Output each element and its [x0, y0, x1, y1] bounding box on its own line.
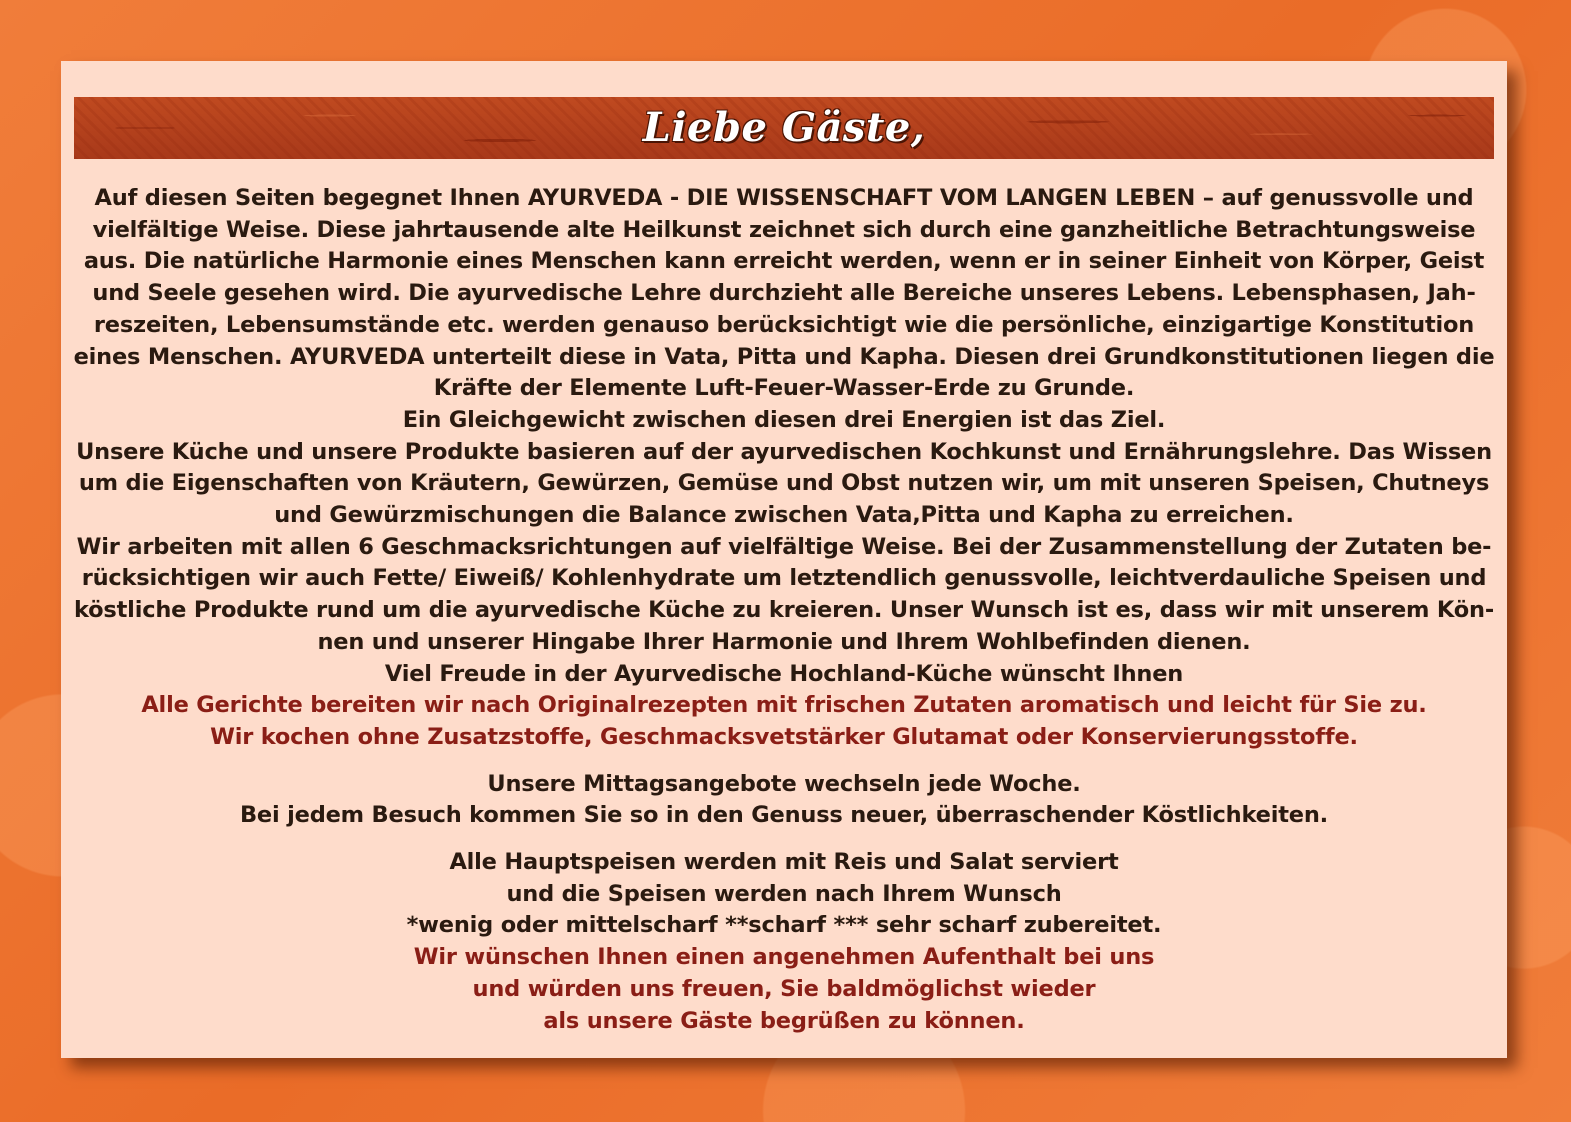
text-line: Unsere Küche und unsere Produkte basieren auf der ayurvedischen Kochkunst und Ernährungslehre. Das Wissen	[76, 438, 1492, 465]
text-line: aus. Die natürliche Harmonie eines Menschen kann erreicht werden, wenn er in seiner Einheit von Körper, Geist	[83, 248, 1485, 275]
spacer	[69, 754, 1499, 769]
farewell-line: und würden uns freuen, Sie baldmöglichst wieder	[472, 975, 1096, 1002]
highlight-line: Wir kochen ohne Zusatzstoffe, Geschmacksvetstärker Glutamat oder Konservierungsstoffe.	[210, 723, 1358, 750]
text-line: köstliche Produkte rund um die ayurvedische Küche zu kreieren. Unser Wunsch ist es, dass wir mit unserem Kön-	[74, 597, 1494, 624]
lunch-line: Unsere Mittagsangebote wechseln jede Woche.	[487, 770, 1081, 797]
farewell-line: als unsere Gäste begrüßen zu können.	[543, 1007, 1025, 1034]
text-line: nen und unserer Hingabe Ihrer Harmonie und Ihrem Wohlbefinden dienen.	[317, 628, 1251, 655]
page-title: Liebe Gäste,	[642, 104, 926, 151]
text-line: Ein Gleichgewicht zwischen diesen drei Energien ist das Ziel.	[402, 406, 1166, 433]
text-line: Auf diesen Seiten begegnet Ihnen AYURVEDA - DIE WISSENSCHAFT VOM LANGEN LEBEN – auf genussvolle und	[94, 185, 1474, 211]
text-line: um die Eigenschaften von Kräutern, Gewürzen, Gemüse und Obst nutzen wir, um mit unseren Speisen, Chutneys	[78, 470, 1490, 497]
farewell-line: Wir wünschen Ihnen einen angenehmen Aufenthalt bei uns	[413, 944, 1155, 971]
highlight-line: Alle Gerichte bereiten wir nach Originalrezepten mit frischen Zutaten aromatisch und leicht für Sie zu.	[141, 692, 1427, 719]
text-line: und Seele gesehen wird. Die ayurvedische Lehre durchzieht alle Bereiche unseres Lebens. Lebensphasen, Jah-	[92, 280, 1476, 307]
welcome-card	[61, 61, 1507, 1058]
title-banner	[74, 97, 1494, 159]
text-line: Wir arbeiten mit allen 6 Geschmacksrichtungen auf vielfältige Weise. Bei der Zusammenstellung der Zutaten be-	[76, 533, 1492, 560]
serving-line: und die Speisen werden nach Ihrem Wunsch	[506, 880, 1062, 907]
lunch-line: Bei jedem Besuch kommen Sie so in den Genuss neuer, überraschender Köstlichkeiten.	[239, 802, 1328, 829]
text-line: vielfältige Weise. Diese jahrtausende alte Heilkunst zeichnet sich durch eine ganzheitliche Betrachtungsweise	[92, 216, 1476, 243]
spacer	[69, 832, 1499, 847]
text-line: reszeiten, Lebensumstände etc. werden genauso berücksichtigt wie die persönliche, einzigartige Konstitution	[93, 311, 1475, 338]
serving-line: *wenig oder mittelscharf **scharf *** sehr scharf zubereitet.	[406, 912, 1162, 939]
welcome-text	[69, 183, 1499, 1037]
text-line: Kräfte der Elemente Luft-Feuer-Wasser-Erde zu Grunde.	[433, 375, 1135, 402]
text-line: Viel Freude in der Ayurvedische Hochland-Küche wünscht Ihnen	[384, 660, 1184, 687]
text-line: eines Menschen. AYURVEDA unterteilt diese in Vata, Pitta und Kapha. Diesen drei Grundkonstitutionen liegen die	[73, 343, 1495, 370]
text-line: und Gewürzmischungen die Balance zwischen Vata,Pitta und Kapha zu erreichen.	[274, 502, 1294, 529]
serving-line: Alle Hauptspeisen werden mit Reis und Salat serviert	[449, 849, 1119, 876]
text-line: rücksichtigen wir auch Fette/ Eiweiß/ Kohlenhydrate um letztendlich genussvolle, leichtverdauliche Speisen und	[81, 565, 1487, 592]
